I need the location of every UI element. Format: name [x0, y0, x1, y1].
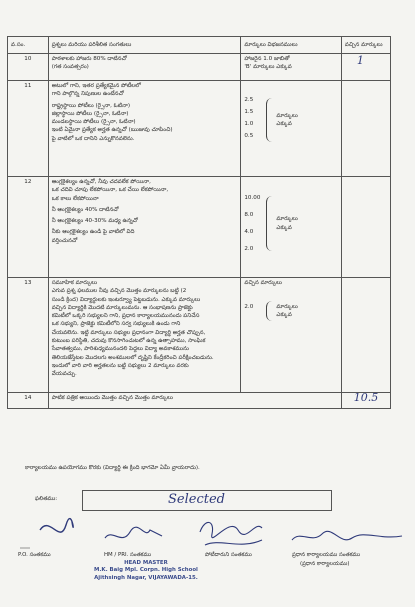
row-number: 12	[8, 177, 49, 278]
desc-line: ఇంటి ఏమైనా ప్రత్యేక అర్హత ఉన్నచో (ఋజువు చూపించి)	[51, 127, 173, 134]
marks-table	[7, 36, 391, 409]
col-header-desc: ప్రశ్నలు మరియు పరిశీలిత సంగతులు	[48, 37, 241, 54]
desc-line: కుటుంబ పరిస్థితి, చదువు కొనసాగించుటలో ఉన్న ఉత్సాహము, సాంఘిక	[51, 338, 206, 345]
val-heading: వచ్చిన మార్కులు	[244, 280, 282, 286]
row-description	[48, 393, 341, 409]
row-number: 11	[8, 81, 49, 177]
desc-heading: సమూహిక మార్కులు	[51, 280, 98, 286]
val-number: 2.0	[244, 304, 254, 311]
desc-line: ఇందులో వారి వారి అర్హతలను బట్టి సభ్యులు 2 మార్కులు వరకు	[51, 362, 189, 369]
table-row	[8, 81, 391, 177]
result-value: Selected	[168, 492, 225, 507]
office-use-note: కార్యాలయము ఉపయోగము కొరకు (విద్యార్థి ఈ క్రింది భాగమో ఏమీ వ్రాయరాదు).	[25, 465, 200, 471]
val-label: మార్కులు	[276, 304, 298, 310]
table-row	[8, 177, 391, 278]
office-signature	[292, 531, 402, 540]
brace-icon	[266, 98, 273, 142]
desc-line: నీ ఆంగ్లకైశల్యం 40% దాటినచో	[51, 206, 119, 213]
hm-signature-label: HM / PRI. సంతకము	[104, 552, 152, 558]
row-description	[48, 278, 241, 393]
val-number: 4.0	[244, 229, 254, 235]
val-line: 'B' మార్కులు ఎక్కువ	[244, 64, 292, 71]
desc-line: తెలియజేస్తేటల మొదలగు అంశములలో దృష్టిని కేంద్రీకరించి పరీక్షించబడును.	[51, 354, 214, 361]
handwritten-total: 10.5	[353, 392, 379, 404]
val-line: హాజరైన 1.0 జాబితో	[244, 56, 290, 62]
result-label: ఫలితము:	[35, 496, 58, 502]
desc-line: ఆంగ్లకైశల్యం ఉన్నచో, నీవు చదవలేక పోయినా,	[51, 179, 151, 185]
val-label: ఎక్కువ	[276, 312, 292, 319]
col-header-marks: వచ్చిన మార్కులు	[341, 37, 390, 54]
desc-line: సేవాతత్వము, పారిశుధ్యమునందలి పెద్దలు విద్యా అవకాశమును	[51, 346, 189, 353]
val-number: 8.0	[244, 212, 254, 218]
desc-line: సుండి క్రింద) విద్యార్థులకు ఇంటర్వ్యూ పెట్టబడును. ఎక్కువ మార్కులు	[51, 296, 201, 303]
desc-line: నీ ఆంగ్లకైశల్యం 40-30% మధ్య ఉన్నచో	[51, 218, 138, 225]
stamp-line: M.K. Baig Mpl. Corpn. High School	[94, 567, 198, 574]
office-signature-label: ప్రధాన కార్యాలయము సంతకము	[292, 552, 361, 558]
table-header-row	[8, 37, 391, 54]
desc-line: ఒక కాలు లేకపోయినా	[51, 195, 99, 202]
row-values	[241, 177, 342, 278]
val-number: 2.0	[244, 246, 254, 252]
desc-line: ఎగువ ప్రశ్న ఫలముల నీవు వచ్చిన మొత్తం మార్కులను బట్టి (2	[51, 288, 187, 295]
desc-line: ఒక చదివి చూపు లేకపోయినా, ఒక చేయి లేకపోయినా,	[51, 187, 169, 194]
desc-line: గాని పాల్గొన్న నిపుణుల ఉంటేనచో	[51, 91, 124, 98]
row-marks	[341, 54, 390, 81]
brace-icon	[266, 301, 273, 321]
desc-line: ఒక సభ్యుని, ప్రాజెక్టు కమిటీలోని సర్వ సభ్యులుకి ఉండు గాని	[51, 321, 181, 328]
table-row	[8, 54, 391, 81]
row-description	[48, 54, 241, 81]
desc-line: వేయవచ్చు.	[51, 371, 77, 378]
hm-signature	[105, 527, 162, 538]
desc-line: రాష్ట్రస్థాయి పోటీలు (ర్సైనా, ఓటినా)	[51, 102, 131, 109]
row-number: 10	[8, 54, 49, 81]
desc-line: అటులో గాని, ఇతర ప్రత్యేకమైన పోటీలలో	[51, 83, 141, 89]
val-label: మార్కులు	[276, 112, 298, 119]
desc-line: పాటిక పత్రిక ఆయిందు మొత్తం వచ్చిన మొత్తం మార్కులు	[51, 395, 173, 401]
desc-line: పై వాటిలో ఒక దానిని ఎన్నుకొనవలెను.	[51, 135, 135, 142]
row-marks	[341, 177, 390, 278]
desc-line: వర్తించునచో	[51, 237, 78, 244]
stamp-line: HEAD MASTER	[124, 560, 168, 566]
desc-line: వచ్చిన విద్యార్థికి మొదటి మార్కులుమను. ఆ సంభాషణను ప్రాజెక్టు	[51, 304, 193, 311]
row-description	[48, 177, 241, 278]
row-marks	[341, 393, 390, 409]
val-number: 1.5	[244, 109, 254, 115]
row-description	[48, 81, 241, 177]
table-row	[8, 393, 391, 409]
desc-line: కమిటీలో ఒక్కరి సభ్యులని గాని, ప్రధాన కార్యాలయమునందు పనిచేస	[51, 313, 200, 320]
val-number: 2.5	[244, 97, 254, 103]
stamp-line: Ajithsingh Nagar, VIJAYAWADA-15.	[94, 574, 198, 581]
val-label: ఎక్కువ	[276, 224, 292, 231]
po-signature-label: P.O. సంతకము	[18, 552, 51, 558]
row-marks	[341, 81, 390, 177]
candidate-signature-label: పోటీదారుని సంతకము	[205, 552, 252, 558]
row-number: 13	[8, 278, 49, 393]
desc-line: (గత సంవత్సరం)	[51, 64, 89, 71]
desc-line: చేయవలెను. ఇట్టి మార్కులు సభ్యుల ప్రధానంగా విద్యార్థి అర్హత చొప్పున,	[51, 329, 206, 336]
val-number: 1.0	[244, 121, 254, 127]
row-marks	[341, 278, 390, 393]
table-row	[8, 278, 391, 393]
desc-line: పాఠశాలకు హాజరు 80% దాటినచో	[51, 56, 127, 62]
desc-line: జిల్లాస్థాయి పోటీలు (ర్సైనా, ఓటినా)	[51, 110, 129, 117]
val-label: ఎక్కువ	[276, 121, 292, 127]
headmaster-stamp	[94, 560, 198, 582]
row-values	[241, 54, 342, 81]
col-header-val: మార్కులు విభజనములు	[241, 37, 342, 54]
val-number: 0.5	[244, 133, 254, 139]
desc-line: నీకు ఆంగ్లకైశల్యం ఉండి పై వాటిలో విది	[51, 229, 135, 236]
handwritten-mark: 1	[356, 54, 364, 67]
row-values	[241, 81, 342, 177]
val-label: మార్కులు	[276, 216, 298, 223]
val-number: 10.00	[244, 195, 261, 201]
row-values	[241, 278, 342, 393]
office-signature-sublabel: (ప్రధాన కార్యాలయము)	[300, 561, 350, 567]
candidate-signature	[200, 522, 262, 545]
row-number: 14	[8, 393, 49, 409]
col-header-sno: వ.సం.	[8, 37, 49, 54]
po-signature	[40, 519, 73, 533]
brace-icon	[266, 196, 273, 251]
desc-line: మండలస్థాయి పోటీలు (ర్సైనా, ఓటినా)	[51, 119, 136, 126]
